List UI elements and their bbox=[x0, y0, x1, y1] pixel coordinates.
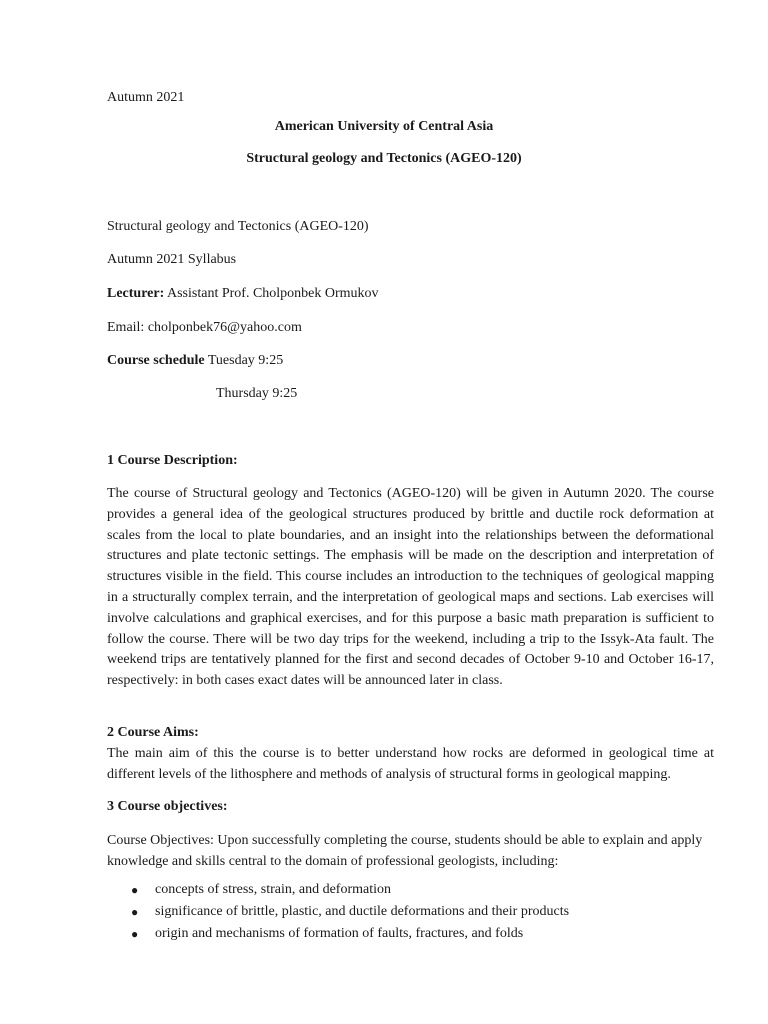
list-item bbox=[107, 901, 727, 923]
schedule-first: Tuesday 9:25 bbox=[204, 353, 284, 368]
list-item bbox=[107, 879, 727, 901]
lecturer-value: Assistant Prof. Cholponbek Ormukov bbox=[164, 286, 379, 301]
bullet-icon: ● bbox=[131, 905, 139, 919]
lecturer-label: Lecturer: bbox=[107, 286, 165, 301]
list-item-text: significance of brittle, plastic, and ductile deformations and their products bbox=[155, 904, 570, 919]
list-item bbox=[107, 923, 727, 945]
bullet-icon: ● bbox=[131, 927, 139, 941]
lecturer-line bbox=[107, 285, 379, 303]
schedule-label: Course schedule bbox=[107, 353, 205, 368]
university-title: American University of Central Asia bbox=[274, 119, 494, 134]
course-name: Structural geology and Tectonics (AGEO-120) bbox=[107, 219, 369, 234]
course-description-text: The course of Structural geology and Tectonics (AGEO-120) will be given in Autumn 2020. The course provides a general idea of the geological structures produced by brittle and ductile rock deformation at scales from the local to plate boundaries, and an insight into the relationships between the deformational structures and plate tectonic settings. The emphasis will be made on the description and interpretation of structures visible in the field. This course includes an introduction to the techniques of geological mapping in a structurally complex terrain, and the interpretation of geological maps and sections. Lab exercises will involve calculations and graphical exercises, and for this purpose a basic math preparation is sufficient to follow the course. There will be two day trips for the weekend, including a trip to the Issyk-Ata fault. The weekend trips are tentatively planned for the first and second decades of October 9-10 and October 16-17, respectively: in both cases exact dates will be announced later in class. bbox=[107, 486, 714, 689]
objectives-list bbox=[107, 879, 727, 945]
section-heading-objectives: 3 Course objectives: bbox=[107, 799, 228, 814]
email-line: Email: cholponbek76@yahoo.com bbox=[107, 320, 302, 335]
schedule-second: Thursday 9:25 bbox=[216, 386, 298, 401]
course-aims-text: The main aim of this the course is to better understand how rocks are deformed in geological time at different levels of the lithosphere and methods of analysis of structural forms in geological mapping. bbox=[107, 746, 714, 782]
term-label: Autumn 2021 bbox=[107, 90, 185, 105]
bullet-icon: ● bbox=[131, 883, 139, 897]
course-title: Structural geology and Tectonics (AGEO-120) bbox=[246, 151, 522, 166]
list-item-text: origin and mechanisms of formation of faults, fractures, and folds bbox=[155, 926, 524, 941]
section-heading-aims: 2 Course Aims: bbox=[107, 725, 199, 740]
objectives-intro-text: Course Objectives: Upon successfully completing the course, students should be able to explain and apply knowledge and skills central to the domain of professional geologists, including: bbox=[107, 833, 703, 869]
schedule-line bbox=[107, 352, 283, 370]
section-heading-description: 1 Course Description: bbox=[107, 453, 238, 468]
list-item-text: concepts of stress, strain, and deformation bbox=[155, 882, 391, 897]
syllabus-label: Autumn 2021 Syllabus bbox=[107, 252, 237, 267]
